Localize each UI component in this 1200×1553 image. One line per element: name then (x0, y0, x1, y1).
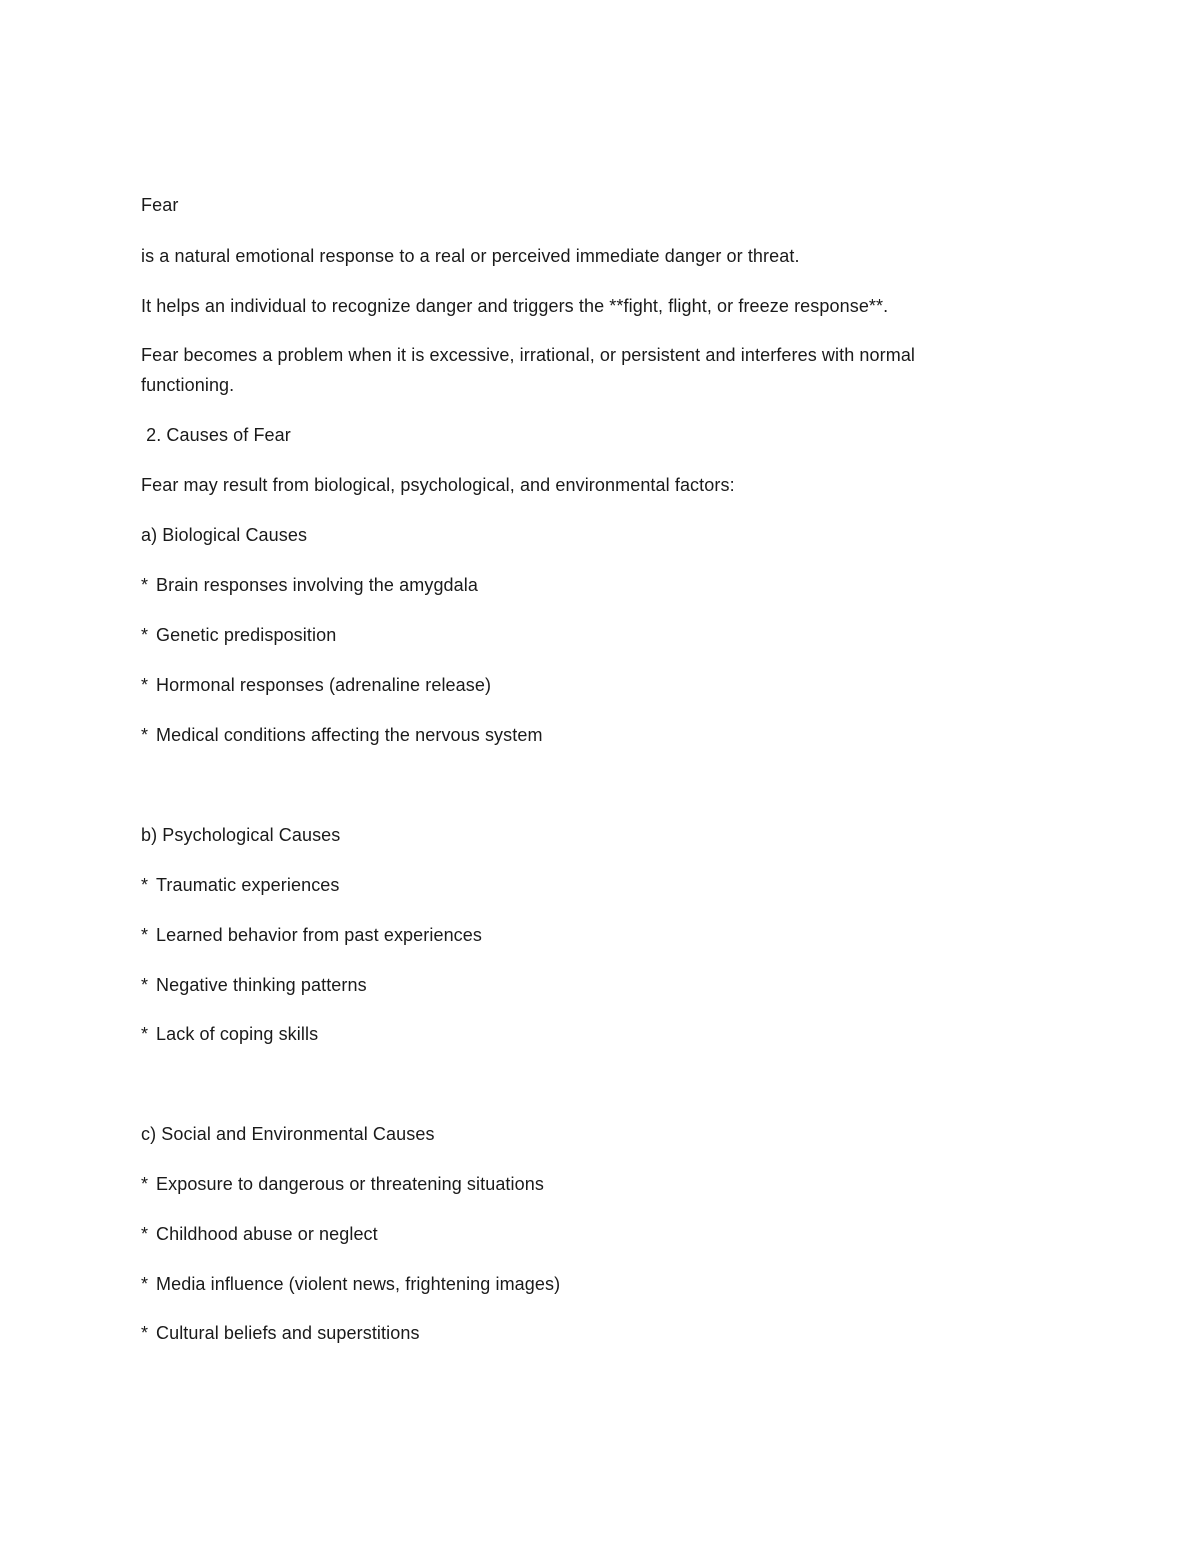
bullet-marker: * (141, 1323, 149, 1343)
list-item-text: Childhood abuse or neglect (156, 1224, 378, 1244)
intro-paragraph-2: It helps an individual to recognize danger and triggers the **fight, flight, or freeze response**. (141, 296, 889, 316)
list-item (141, 624, 336, 646)
list-item (141, 874, 340, 896)
group-heading-social-environmental: c) Social and Environmental Causes (141, 1124, 435, 1144)
list-item-text: Lack of coping skills (156, 1024, 319, 1044)
document-title: Fear (141, 195, 179, 215)
group-heading-psychological: b) Psychological Causes (141, 825, 341, 845)
bullet-marker: * (141, 975, 149, 995)
list-item (141, 1273, 560, 1295)
bullet-marker: * (141, 1174, 149, 1194)
list-item-text: Exposure to dangerous or threatening situations (156, 1174, 544, 1194)
section-heading: 2. Causes of Fear (141, 425, 291, 445)
list-item (141, 924, 482, 946)
list-item-text: Hormonal responses (adrenaline release) (156, 675, 492, 695)
section-intro: Fear may result from biological, psychological, and environmental factors: (141, 475, 735, 495)
list-item (141, 724, 543, 746)
list-item (141, 1322, 420, 1344)
list-item (141, 974, 367, 996)
list-item (141, 1223, 378, 1245)
bullet-marker: * (141, 1024, 149, 1044)
intro-paragraph-1: is a natural emotional response to a real or perceived immediate danger or threat. (141, 246, 800, 266)
list-item-text: Brain responses involving the amygdala (156, 575, 478, 595)
list-item-text: Media influence (violent news, frightening images) (156, 1274, 561, 1294)
list-item-text: Traumatic experiences (156, 875, 340, 895)
bullet-marker: * (141, 725, 149, 745)
list-item-text: Medical conditions affecting the nervous system (156, 725, 543, 745)
list-item-text: Cultural beliefs and superstitions (156, 1323, 420, 1343)
intro-paragraph-3: Fear becomes a problem when it is excessive, irrational, or persistent and interferes with normal functioning. (141, 345, 916, 395)
list-item-text: Learned behavior from past experiences (156, 925, 482, 945)
group-heading-biological: a) Biological Causes (141, 525, 308, 545)
list-item-text: Negative thinking patterns (156, 975, 367, 995)
list-item (141, 674, 491, 696)
bullet-marker: * (141, 625, 149, 645)
bullet-marker: * (141, 1224, 149, 1244)
bullet-marker: * (141, 875, 149, 895)
list-item-text: Genetic predisposition (156, 625, 337, 645)
bullet-marker: * (141, 675, 149, 695)
list-item (141, 1023, 318, 1045)
list-item (141, 574, 478, 596)
list-item (141, 1173, 544, 1195)
bullet-marker: * (141, 1274, 149, 1294)
bullet-marker: * (141, 925, 149, 945)
bullet-marker: * (141, 575, 149, 595)
